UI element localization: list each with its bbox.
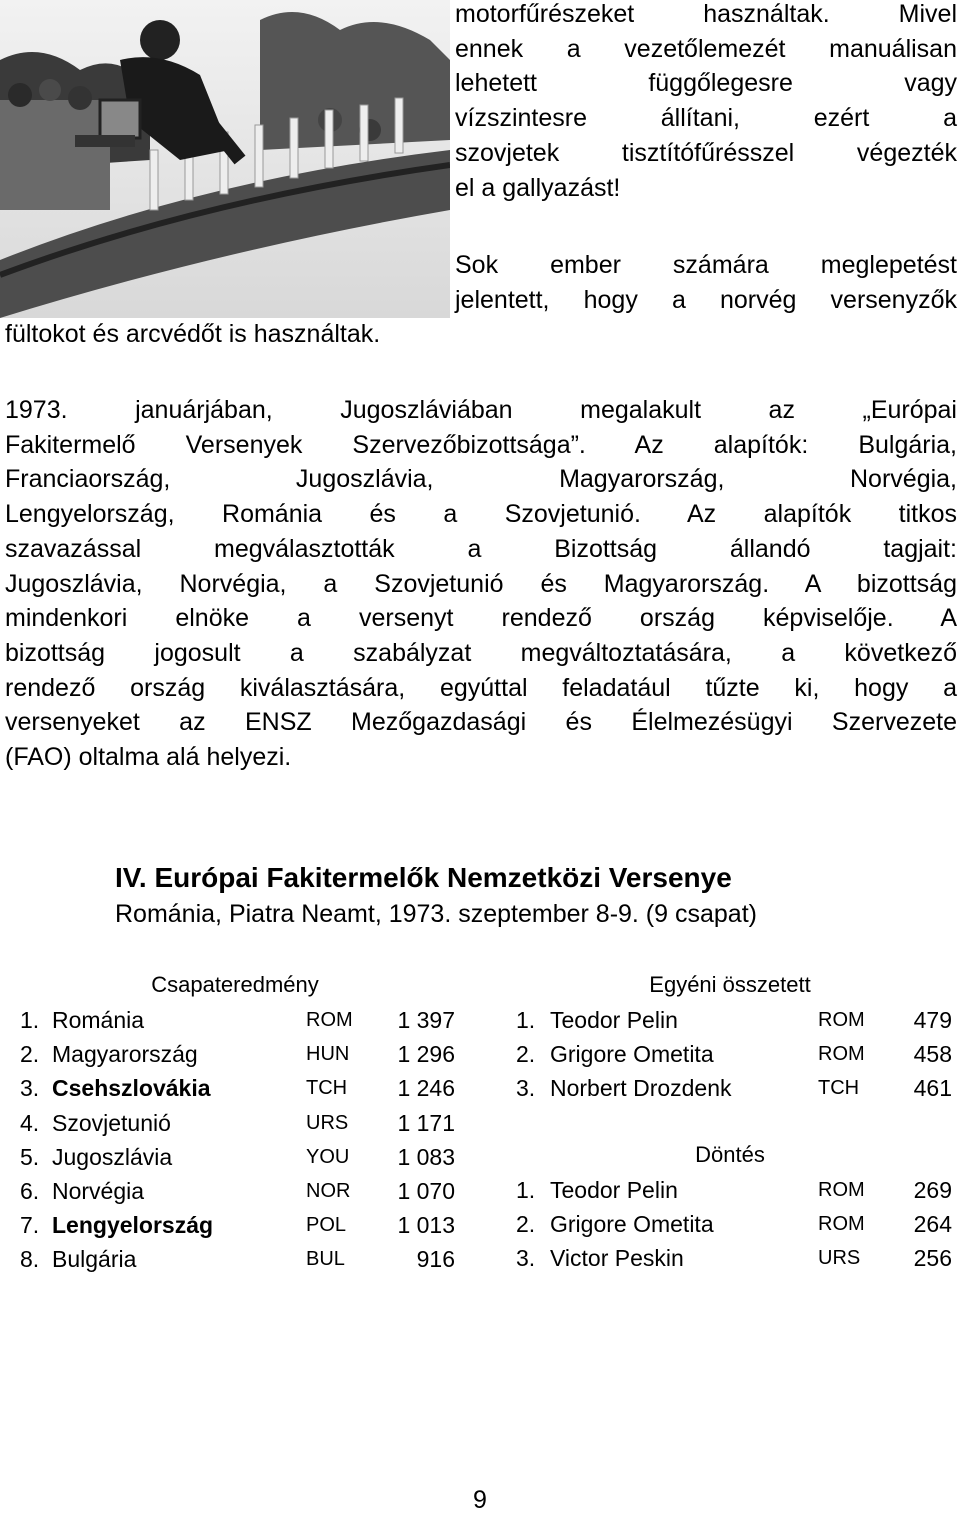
team-results-heading: Csapateredmény [151, 972, 319, 997]
result-name: Norbert Drozdenk [550, 1075, 732, 1102]
competition-title: IV. Európai Fakitermelők Nemzetközi Versenye [115, 862, 732, 893]
result-score: 916 [416, 1246, 455, 1273]
result-name: Lengyelország [52, 1212, 214, 1239]
para2-line-2: jelentett, hogy a norvég versenyzők [455, 285, 957, 314]
result-score: 264 [913, 1211, 952, 1238]
para3-line-2: Fakitermelő Versenyek Szervezőbizottsága”. Az alapítók: Bulgária, [5, 430, 957, 459]
photo-chainsaw-competition [0, 0, 450, 318]
result-score: 1 246 [397, 1075, 455, 1102]
result-rank: 4. [20, 1109, 40, 1136]
result-country-code: BUL [306, 1248, 345, 1271]
result-rank: 1. [516, 1007, 536, 1033]
para3-line-4: Lengyelország, Románia és a Szovjetunió. Az alapítók titkos [5, 500, 957, 529]
para3-line-5: szavazással megválasztották a Bizottság állandó tagjait: [5, 534, 957, 563]
result-rank: 1. [516, 1177, 536, 1203]
result-rank: 2. [20, 1041, 40, 1068]
result-country-code: URS [306, 1111, 349, 1134]
result-country-code: ROM [818, 1009, 865, 1031]
result-score: 1 296 [397, 1041, 455, 1068]
result-rank: 2. [516, 1211, 536, 1238]
result-country-code: TCH [306, 1077, 348, 1100]
result-name: Teodor Pelin [550, 1007, 678, 1033]
result-name: Teodor Pelin [550, 1177, 678, 1203]
result-rank: 3. [516, 1075, 536, 1102]
result-score: 458 [913, 1041, 952, 1068]
result-rank: 5. [20, 1143, 40, 1170]
para3-line-10: versenyeket az ENSZ Mezőgazdasági és Élelmezésügyi Szervezete [5, 708, 957, 737]
result-rank: 1. [20, 1007, 40, 1033]
para3-line-9: rendező ország kiválasztására, egyúttal feladatául tűzte ki, hogy a [5, 673, 957, 702]
result-score: 1 171 [397, 1109, 455, 1136]
result-name: Románia [52, 1007, 145, 1033]
result-rank: 3. [516, 1245, 536, 1272]
intro-line-4: vízszintesre állítani, ezért a [455, 104, 957, 133]
result-row [0, 1106, 960, 1140]
result-row [0, 1207, 960, 1241]
para3-line-11: (FAO) oltalma alá helyezi. [5, 743, 292, 771]
result-name: Jugoszlávia [52, 1143, 173, 1170]
para2-line-3: fültokot és arcvédőt is használtak. [5, 320, 381, 349]
para3-line-1: 1973. januárjában, Jugoszláviában megalakult az „Európai [5, 396, 957, 424]
result-name: Norvégia [52, 1178, 145, 1204]
final-results-heading: Döntés [695, 1142, 765, 1167]
result-score: 1 070 [397, 1178, 455, 1204]
result-country-code: HUN [306, 1043, 350, 1066]
result-score: 1 013 [397, 1212, 455, 1239]
result-country-code: ROM [306, 1009, 353, 1031]
intro-line-6: el a gallyazást! [455, 173, 621, 202]
result-country-code: POL [306, 1214, 347, 1237]
result-name: Bulgária [52, 1246, 137, 1273]
intro-line-3: lehetett függőlegesre vagy [455, 69, 957, 98]
para3-line-7: mindenkori elnöke a versenyt rendező ország képviselője. A [5, 604, 957, 633]
result-score: 269 [913, 1177, 952, 1203]
result-name: Grigore Ometita [550, 1211, 714, 1238]
result-row [0, 1241, 960, 1275]
result-name: Csehszlovákia [52, 1075, 211, 1102]
result-name: Victor Peskin [550, 1245, 684, 1272]
result-rank: 8. [20, 1246, 40, 1273]
para3-line-8: bizottság jogosult a szabályzat megváltoztatására, a következő [5, 638, 957, 667]
result-row [0, 1071, 960, 1105]
result-country-code: NOR [306, 1180, 351, 1202]
result-rank: 3. [20, 1075, 40, 1102]
result-country-code: ROM [818, 1179, 865, 1201]
result-score: 1 083 [397, 1143, 455, 1170]
result-rank: 2. [516, 1041, 536, 1068]
result-country-code: ROM [818, 1043, 865, 1066]
result-name: Magyarország [52, 1041, 198, 1068]
intro-line-1: motorfűrészeket használtak. Mivel [455, 0, 957, 28]
result-country-code: URS [818, 1247, 861, 1270]
result-score: 256 [913, 1245, 952, 1272]
result-country-code: ROM [818, 1213, 865, 1236]
para3-line-3: Franciaország, Jugoszlávia, Magyarország, Norvégia, [5, 465, 957, 494]
individual-results-heading: Egyéni összetett [649, 972, 811, 997]
para3-line-6: Jugoszlávia, Norvégia, a Szovjetunió és Magyarország. A bizottság [5, 569, 957, 598]
result-score: 461 [913, 1075, 952, 1102]
result-row [0, 1037, 960, 1071]
result-rank: 7. [20, 1212, 40, 1239]
result-row [0, 1173, 960, 1207]
intro-line-5: szovjetek tisztítófűrésszel végezték [455, 138, 957, 167]
result-country-code: YOU [306, 1145, 350, 1168]
result-row [0, 1003, 960, 1037]
result-country-code: TCH [818, 1077, 860, 1100]
page-number: 9 [473, 1486, 487, 1514]
para2-line-1: Sok ember számára meglepetést [455, 251, 957, 279]
result-score: 479 [913, 1007, 952, 1033]
competition-subtitle: Románia, Piatra Neamt, 1973. szeptember 8-9. (9 csapat) [115, 900, 757, 928]
result-rank: 6. [20, 1178, 40, 1204]
result-name: Szovjetunió [52, 1109, 171, 1136]
result-name: Grigore Ometita [550, 1041, 714, 1068]
intro-line-2: ennek a vezetőlemezét manuálisan [455, 34, 957, 63]
result-score: 1 397 [397, 1007, 455, 1033]
